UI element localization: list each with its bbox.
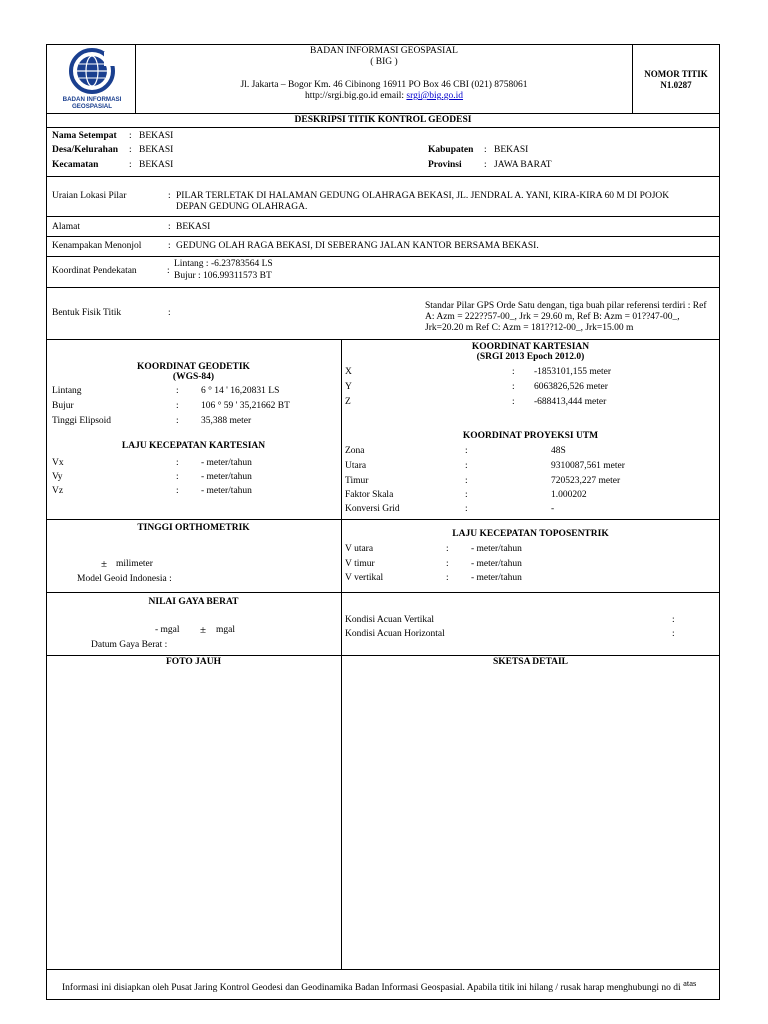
- divider: [46, 176, 720, 177]
- sep: :: [176, 416, 179, 426]
- sep: :: [465, 461, 468, 471]
- faktor-skala-label: Faktor Skala: [345, 490, 394, 500]
- sep: :: [512, 382, 515, 392]
- kecamatan-value: BEKASI: [139, 160, 174, 170]
- pendekatan-bujur: Bujur : 106.99311573 BT: [174, 271, 272, 281]
- kartesian-title: KOORDINAT KARTESIAN: [471, 342, 590, 352]
- footer-tail: atas: [683, 978, 697, 988]
- sep: :: [512, 397, 515, 407]
- frame-bottom: [46, 999, 720, 1000]
- org-name: BADAN INFORMASI GEOSPASIAL: [310, 46, 458, 56]
- v-utara-label: V utara: [345, 544, 374, 554]
- acuan-horizontal-label: Kondisi Acuan Horizontal: [345, 629, 445, 639]
- divider: [46, 216, 720, 217]
- toposentrik-title: LAJU KECEPATAN TOPOSENTRIK: [452, 529, 609, 539]
- provinsi-value: JAWA BARAT: [494, 160, 552, 170]
- sep: :: [168, 222, 171, 232]
- laju-kartesian-title: LAJU KECEPATAN KARTESIAN: [121, 441, 266, 451]
- timur-label: Timur: [345, 476, 369, 486]
- alamat-label: Alamat: [52, 222, 80, 232]
- sep: :: [176, 386, 179, 396]
- gaya-berat-value: - mgal: [155, 625, 180, 635]
- utara-value: 9310087,561 meter: [551, 461, 625, 471]
- datum-gaya-berat-label: Datum Gaya Berat :: [91, 640, 168, 650]
- bujur-value: 106 ° 59 ' 35,21662 BT: [201, 401, 290, 411]
- sep: :: [168, 308, 171, 318]
- plus-minus-icon: ±: [200, 624, 207, 636]
- sep: :: [465, 476, 468, 486]
- konversi-grid-label: Konversi Grid: [345, 504, 400, 514]
- frame-right: [719, 44, 720, 1000]
- email-link[interactable]: srgi@big.go.id: [406, 91, 464, 101]
- utara-label: Utara: [345, 461, 367, 471]
- sep: :: [168, 241, 171, 251]
- logo-text-2: GEOSPASIAL: [71, 103, 113, 110]
- logo-text-1: BADAN INFORMASI: [62, 96, 122, 103]
- bentuk-label: Bentuk Fisik Titik: [52, 308, 122, 318]
- bentuk-line2: A: Azm = 222??57-00_, Jrk = 29.60 m, Ref B: Azm = 01??47-00_,: [425, 312, 680, 322]
- sep: :: [465, 446, 468, 456]
- provinsi-label: Provinsi: [428, 160, 462, 170]
- sep: :: [129, 160, 132, 170]
- kartesian-subtitle: (SRGI 2013 Epoch 2012.0): [476, 352, 585, 362]
- divider: [46, 127, 720, 128]
- bentuk-line1: Standar Pilar GPS Orde Satu dengan, tiga buah pilar referensi terdiri : Ref: [425, 301, 707, 311]
- z-label: Z: [345, 397, 351, 407]
- sketsa-detail-title: SKETSA DETAIL: [492, 657, 569, 667]
- tinggi-elipsoid-value: 35,388 meter: [201, 416, 252, 426]
- gaya-berat-title: NILAI GAYA BERAT: [148, 597, 239, 607]
- sep: :: [129, 131, 132, 141]
- konversi-grid-value: -: [551, 504, 555, 514]
- footer-main: Informasi ini disiapkan oleh Pusat Jaring Kontrol Geodesi dan Geodinamika Badan Informasi Geospasial. Apabila titik ini hilang / rusak harap menghubungi no di: [62, 983, 681, 993]
- sep: :: [446, 559, 449, 569]
- divider: [46, 969, 720, 970]
- gaya-berat-unit: mgal: [216, 625, 235, 635]
- x-value: -1853101,155 meter: [534, 367, 612, 377]
- v-vertikal-label: V vertikal: [345, 573, 384, 583]
- geoid-label: Model Geoid Indonesia :: [77, 574, 172, 584]
- alamat-value: BEKASI: [176, 222, 211, 232]
- divider: [46, 592, 720, 593]
- timur-value: 720523,227 meter: [551, 476, 621, 486]
- vy-label: Vy: [52, 472, 63, 482]
- kenampakan-label: Kenampakan Menonjol: [52, 241, 142, 251]
- lintang-value: 6 ° 14 ' 16,20831 LS: [201, 386, 280, 396]
- foto-jauh-area: [47, 670, 341, 968]
- kabupaten-label: Kabupaten: [428, 145, 474, 155]
- divider: [46, 287, 720, 288]
- page-title: DESKRIPSI TITIK KONTROL GEODESI: [294, 115, 472, 125]
- vx-value: - meter/tahun: [201, 458, 252, 468]
- divider: [46, 236, 720, 237]
- org-abbr: ( BIG ): [370, 57, 398, 67]
- acuan-vertikal-label: Kondisi Acuan Vertikal: [345, 615, 435, 625]
- nama-setempat-value: BEKASI: [139, 131, 174, 141]
- divider: [46, 519, 720, 520]
- divider: [46, 256, 720, 257]
- sep: :: [176, 401, 179, 411]
- footer-text: [62, 978, 697, 993]
- vz-label: Vz: [52, 486, 64, 496]
- divider: [46, 655, 720, 656]
- lintang-label: Lintang: [52, 386, 82, 396]
- tinggi-elipsoid-label: Tinggi Elipsoid: [52, 416, 112, 426]
- zona-value: 48S: [551, 446, 566, 456]
- foto-jauh-title: FOTO JAUH: [166, 657, 221, 667]
- website: http://srgi.big.go.id: [304, 91, 378, 101]
- v-utara-value: - meter/tahun: [471, 544, 522, 554]
- plus-minus-icon: ±: [101, 558, 108, 570]
- bujur-label: Bujur: [52, 401, 74, 411]
- desa-value: BEKASI: [139, 145, 174, 155]
- uraian-line1: PILAR TERLETAK DI HALAMAN GEDUNG OLAHRAGA BEKASI, JL. JENDRAL A. YANI, KIRA-KIRA 60 M DI POJOK: [176, 191, 670, 201]
- email-label: email:: [380, 91, 405, 101]
- v-vertikal-value: - meter/tahun: [471, 573, 522, 583]
- nama-setempat-label: Nama Setempat: [52, 131, 117, 141]
- big-logo: [54, 48, 130, 110]
- koordinat-pendekatan-label: Koordinat Pendekatan: [52, 266, 137, 276]
- org-address: Jl. Jakarta – Bogor Km. 46 Cibinong 16911 PO Box 46 CBI (021) 8758061: [240, 80, 528, 90]
- nomor-titik-label: NOMOR TITIK: [644, 69, 708, 79]
- globe-icon: [54, 48, 130, 96]
- sep: :: [167, 266, 170, 276]
- v-timur-value: - meter/tahun: [471, 559, 522, 569]
- uraian-line2: DEPAN GEDUNG OLAHRAGA.: [176, 202, 308, 212]
- divider: [46, 113, 720, 114]
- pendekatan-lintang: Lintang : -6.23783564 LS: [174, 259, 273, 269]
- utm-title: KOORDINAT PROYEKSI UTM: [462, 431, 599, 441]
- sep: :: [484, 145, 487, 155]
- divider: [46, 339, 720, 340]
- orthometrik-title: TINGGI ORTHOMETRIK: [137, 523, 250, 533]
- sep: :: [484, 160, 487, 170]
- vx-label: Vx: [52, 458, 64, 468]
- sep: :: [168, 191, 171, 201]
- kecamatan-label: Kecamatan: [52, 160, 99, 170]
- sep: :: [446, 573, 449, 583]
- bentuk-line3: Jrk=20.20 m Ref C: Azm = 181??12-00_, Jrk=15.00 m: [425, 323, 634, 333]
- faktor-skala-value: 1.000202: [551, 490, 587, 500]
- kenampakan-value: GEDUNG OLAH RAGA BEKASI, DI SEBERANG JALAN KANTOR BERSAMA BEKASI.: [176, 241, 539, 251]
- x-label: X: [345, 367, 352, 377]
- y-label: Y: [345, 382, 352, 392]
- sep: :: [176, 458, 179, 468]
- sep: :: [176, 486, 179, 496]
- vy-value: - meter/tahun: [201, 472, 252, 482]
- orthometrik-unit: milimeter: [116, 559, 153, 569]
- sep: :: [512, 367, 515, 377]
- sep: :: [465, 490, 468, 500]
- v-timur-label: V timur: [345, 559, 375, 569]
- org-contact: [136, 91, 632, 101]
- nomor-titik-value: N1.0287: [660, 80, 692, 90]
- sketsa-detail-area: [342, 670, 719, 968]
- z-value: -688413,444 meter: [534, 397, 607, 407]
- sep: :: [176, 472, 179, 482]
- sep: :: [465, 504, 468, 514]
- sep: :: [672, 615, 675, 625]
- desa-label: Desa/Kelurahan: [52, 145, 118, 155]
- geodetik-title: KOORDINAT GEODETIK: [137, 362, 250, 372]
- sep: :: [129, 145, 132, 155]
- geodetik-subtitle: (WGS-84): [172, 372, 215, 382]
- sep: :: [446, 544, 449, 554]
- frame-top: [46, 44, 720, 45]
- vz-value: - meter/tahun: [201, 486, 252, 496]
- uraian-label: Uraian Lokasi Pilar: [52, 191, 127, 201]
- zona-label: Zona: [345, 446, 365, 456]
- sep: :: [672, 629, 675, 639]
- kabupaten-value: BEKASI: [494, 145, 529, 155]
- y-value: 6063826,526 meter: [534, 382, 608, 392]
